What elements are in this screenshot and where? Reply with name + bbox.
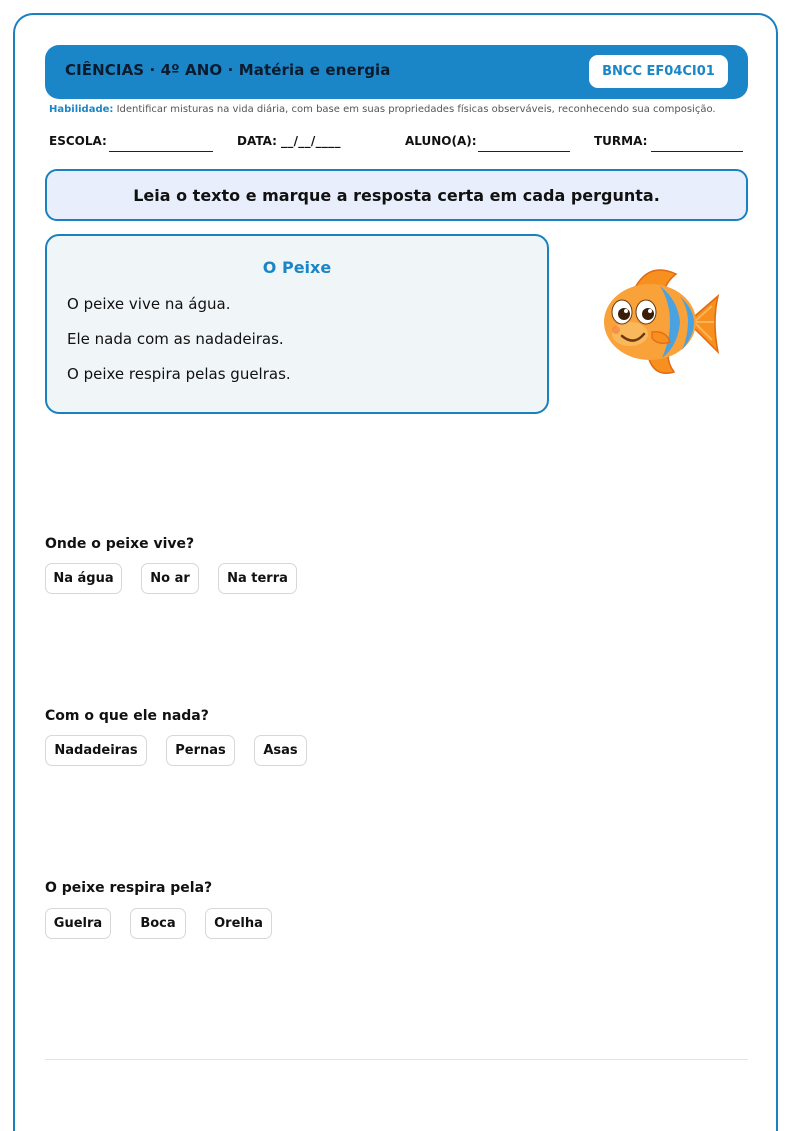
question-3-options [45,908,285,940]
story-line: O peixe respira pelas guelras. [67,365,291,383]
option-button[interactable]: Boca [130,908,186,939]
story-line: O peixe vive na água. [67,295,231,313]
instruction-box: Leia o texto e marque a resposta certa em cada pergunta. [45,169,748,221]
option-button[interactable]: Guelra [45,908,111,939]
skill-text: Identificar misturas na vida diária, com base em suas propriedades físicas observáveis, reconhecendo sua composição. [116,104,716,115]
footer-divider [45,1059,748,1060]
option-button[interactable]: Nadadeiras [45,735,147,766]
story-line: Ele nada com as nadadeiras. [67,330,284,348]
question-3: O peixe respira pela? [45,880,213,896]
header-bar [45,45,748,99]
student-label: ALUNO(A): [405,134,477,148]
student-info-row [49,134,749,156]
story-title: O Peixe [262,258,332,277]
question-1-options [45,563,305,595]
option-button[interactable]: Asas [254,735,307,766]
question-2: Com o que ele nada? [45,708,209,724]
date-label: DATA: [237,134,277,148]
story-box [45,234,549,414]
student-field[interactable] [478,151,570,152]
option-button[interactable]: Na água [45,563,122,594]
question-1: Onde o peixe vive? [45,536,195,552]
skill-description [49,104,749,115]
option-button[interactable]: Orelha [205,908,272,939]
option-button[interactable]: Na terra [218,563,297,594]
fish-illustration [596,260,722,384]
date-field[interactable]: __/__/____ [281,134,341,148]
school-field[interactable] [109,151,213,152]
skill-label: Habilidade: [49,104,114,115]
option-button[interactable]: Pernas [166,735,235,766]
class-field[interactable] [651,151,743,152]
question-2-options [45,735,315,767]
option-button[interactable]: No ar [141,563,199,594]
header-title: CIÊNCIAS · 4º ANO · Matéria e energia [65,61,391,79]
class-label: TURMA: [594,134,648,148]
bncc-badge: BNCC EF04CI01 [589,55,728,88]
school-label: ESCOLA: [49,134,107,148]
